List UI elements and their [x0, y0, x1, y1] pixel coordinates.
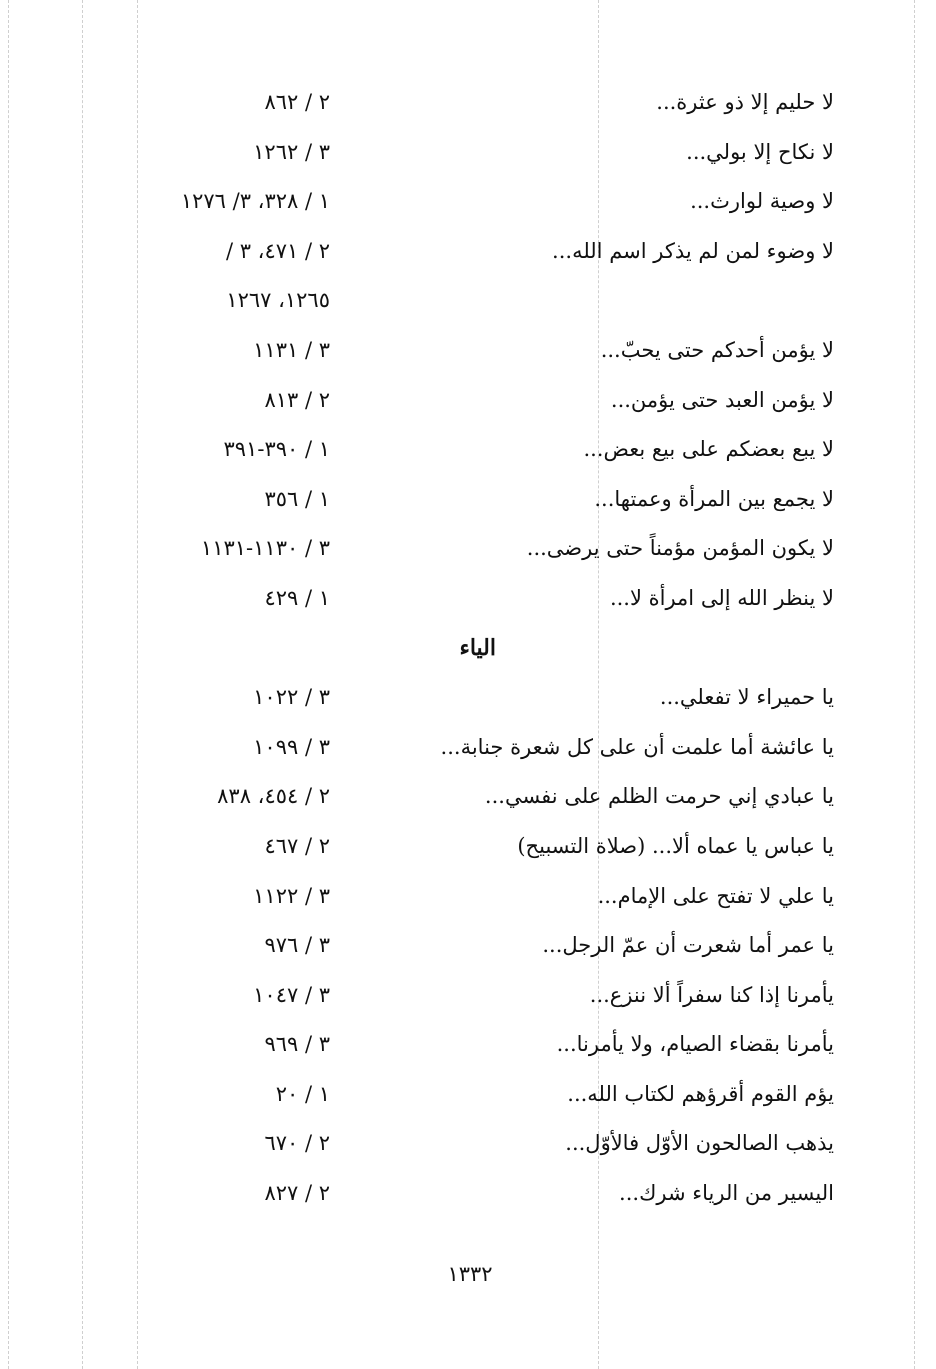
- section-heading-row: [0, 624, 936, 674]
- index-entry: [0, 1169, 936, 1219]
- entry-text: لا يجمع بين المرأة وعمتها...: [594, 486, 834, 511]
- entry-reference: ٣ / ١١٣١: [253, 337, 330, 362]
- index-entry: [0, 326, 936, 376]
- entry-text: لا نكاح إلا بولي...: [686, 139, 834, 164]
- entry-text: لا ينظر الله إلى امرأة لا...: [609, 585, 834, 610]
- entry-reference: ٣ / ١٠٢٢: [253, 685, 330, 710]
- entry-reference: ٣ / ١١٢٢: [253, 883, 330, 908]
- index-entry: [0, 574, 936, 624]
- index-entry: [0, 723, 936, 773]
- entry-reference: ١ / ٢٠: [275, 1081, 330, 1106]
- entry-text: يا علي لا تفتح على الإمام...: [597, 883, 834, 908]
- entry-reference: ١ / ٣٢٨، ٣/ ١٢٧٦: [180, 189, 330, 214]
- index-entry: [0, 921, 936, 971]
- entry-text: يا عائشة أما علمت أن على كل شعرة جنابة...: [440, 734, 834, 759]
- entry-text: لا وصية لوارث...: [690, 189, 834, 214]
- entry-reference: ٢ / ٨١٣: [264, 387, 330, 412]
- index-entry-continuation: [0, 276, 936, 326]
- index-entry: [0, 1070, 936, 1120]
- index-entry: [0, 971, 936, 1021]
- entry-text: لا وضوء لمن لم يذكر اسم الله...: [552, 238, 834, 263]
- entry-text: يا عمر أما شعرت أن عمّ الرجل...: [542, 933, 834, 958]
- index-entry: [0, 425, 936, 475]
- entry-reference: ٢ / ٦٧٠: [264, 1131, 330, 1156]
- section-heading: الياء: [459, 634, 496, 661]
- entry-text: لا يكون المؤمن مؤمناً حتى يرضى...: [526, 536, 834, 561]
- entry-text: لا يؤمن أحدكم حتى يحبّ...: [600, 337, 834, 362]
- entry-text: لا حليم إلا ذو عثرة...: [656, 90, 834, 114]
- index-entry: [0, 524, 936, 574]
- entry-reference: ١ / ٤٢٩: [264, 585, 330, 610]
- index-entry: [0, 78, 936, 128]
- index-entry: [0, 177, 936, 227]
- page-number: ١٣٣٢: [447, 1262, 493, 1286]
- index-entry: [0, 822, 936, 872]
- entry-reference: ١ / ٣٩٠-٣٩١: [223, 437, 330, 462]
- index-entry: [0, 475, 936, 525]
- entry-reference: ٣ / ١٢٦٢: [253, 139, 330, 164]
- index-entry: [0, 376, 936, 426]
- entry-reference: ٢ / ٨٢٧: [264, 1181, 330, 1206]
- entry-reference: ٣ / ١١٣٠-١١٣١: [200, 536, 330, 561]
- entry-text: يا عباس يا عماه ألا... (صلاة التسبيح): [517, 833, 834, 858]
- entry-text: يا عبادي إني حرمت الظلم على نفسي...: [484, 784, 834, 809]
- entry-text: يذهب الصالحون الأوّل فالأوّل...: [565, 1131, 834, 1156]
- entry-reference: ٣ / ١٠٤٧: [253, 982, 330, 1007]
- entry-text: يأمرنا إذا كنا سفراً ألا ننزع...: [589, 982, 834, 1007]
- entry-reference: ١ / ٣٥٦: [264, 486, 330, 511]
- index-entry: [0, 673, 936, 723]
- entry-reference: ٣ / ١٠٩٩: [253, 734, 330, 759]
- entry-reference: ٣ / ٩٧٦: [264, 933, 330, 958]
- index-entry: [0, 227, 936, 277]
- entry-reference: ٢ / ٤٥٤، ٨٣٨: [217, 784, 330, 809]
- index-entry: [0, 1119, 936, 1169]
- entry-reference: ٢ / ٤٦٧: [264, 833, 330, 858]
- entry-reference: ٢ / ٨٦٢: [264, 90, 330, 114]
- entry-text: يؤم القوم أقرؤهم لكتاب الله...: [567, 1081, 834, 1106]
- entry-text: يأمرنا بقضاء الصيام، ولا يأمرنا...: [556, 1032, 834, 1057]
- entry-text: اليسير من الرياء شرك...: [619, 1181, 834, 1206]
- index-entry: [0, 128, 936, 178]
- index-list: [0, 78, 936, 1219]
- entry-reference: ١٢٦٥، ١٢٦٧: [226, 288, 330, 313]
- entry-text: يا حميراء لا تفعلي...: [659, 685, 834, 710]
- index-entry: [0, 872, 936, 922]
- entry-reference: ٢ / ٤٧١، ٣ /: [225, 238, 330, 263]
- entry-reference: ٣ / ٩٦٩: [264, 1032, 330, 1057]
- index-entry: [0, 772, 936, 822]
- entry-text: لا يؤمن العبد حتى يؤمن...: [610, 387, 834, 412]
- entry-text: لا يبع بعضكم على بيع بعض...: [583, 437, 834, 462]
- index-entry: [0, 1020, 936, 1070]
